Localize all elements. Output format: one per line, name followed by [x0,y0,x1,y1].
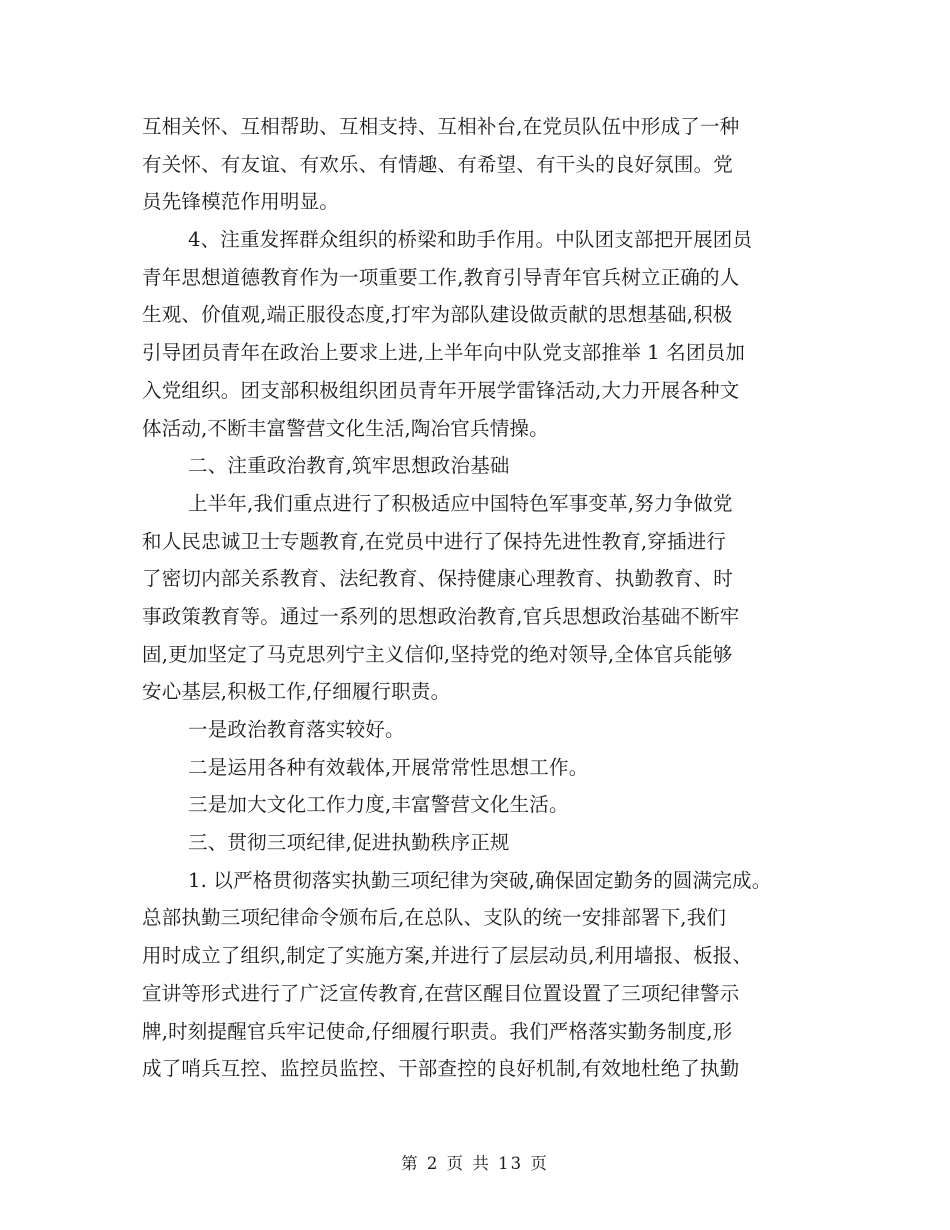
text-line: 三是加大文化工作力度,丰富警营文化生活。 [188,793,569,817]
text-line: 总部执勤三项纪律命令颁布后,在总队、支队的统一安排部署下,我们 [142,906,727,930]
text-line: 宣讲等形式进行了广泛宣传教育,在营区醒目位置设置了三项纪律警示 [142,981,740,1005]
text-line: 上半年,我们重点进行了积极适应中国特色军事变革,努力争做党 [188,491,733,515]
text-line: 1. 以严格贯彻落实执勤三项纪律为突破,确保固定勤务的圆满完成。 [188,868,772,892]
text-line: 有关怀、有友谊、有欢乐、有情趣、有希望、有干头的良好氛围。党 [142,152,734,176]
text-line: 体活动,不断丰富警营文化生活,陶冶官兵情操。 [142,416,549,440]
text-line: 了密切内部关系教育、法纪教育、保持健康心理教育、执勤教育、时 [142,567,734,591]
text-line: 和人民忠诚卫士专题教育,在党员中进行了保持先进性教育,穿插进行 [142,529,727,553]
text-line: 用时成立了组织,制定了实施方案,并进行了层层动员,利用墙报、板报、 [142,944,753,968]
text-line: 生观、价值观,端正服役态度,打牢为部队建设做贡献的思想基础,积极 [142,303,733,327]
section-heading: 三、贯彻三项纪律,促进执勤秩序正规 [188,831,510,855]
text-line: 青年思想道德教育作为一项重要工作,教育引导青年官兵树立正确的人 [142,265,740,289]
text-line: 4、注重发挥群众组织的桥梁和助手作用。中队团支部把开展团员 [188,228,753,252]
text-line: 一是政治教育落实较好。 [188,718,405,741]
text-line: 入党组织。团支部积极组织团员青年开展学雷锋活动,大力开展各种文 [142,378,740,402]
text-line: 安心基层,积极工作,仔细履行职责。 [142,680,451,704]
document-body [142,108,822,1088]
page-number-footer: 第 2 页 共 13 页 [401,1154,549,1173]
text-line: 引导团员青年在政治上要求上进,上半年向中队党支部推举 1 名团员加 [142,341,746,365]
text-line: 事政策教育等。通过一系列的思想政治教育,官兵思想政治基础不断牢 [142,604,740,628]
text-line: 员先锋模范作用明显。 [142,190,340,214]
text-line: 成了哨兵互控、监控员监控、干部查控的良好机制,有效地杜绝了执勤 [142,1057,740,1081]
section-heading: 二、注重政治教育,筑牢思想政治基础 [188,454,510,478]
text-line: 牌,时刻提醒官兵牢记使命,仔细履行职责。我们严格落实勤务制度,形 [142,1019,733,1043]
text-line: 固,更加坚定了马克思列宁主义信仰,坚持党的绝对领导,全体官兵能够 [142,642,733,666]
text-line: 二是运用各种有效载体,开展常常性思想工作。 [188,755,589,779]
text-line: 互相关怀、互相帮助、互相支持、互相补台,在党员队伍中形成了一种 [142,115,740,138]
